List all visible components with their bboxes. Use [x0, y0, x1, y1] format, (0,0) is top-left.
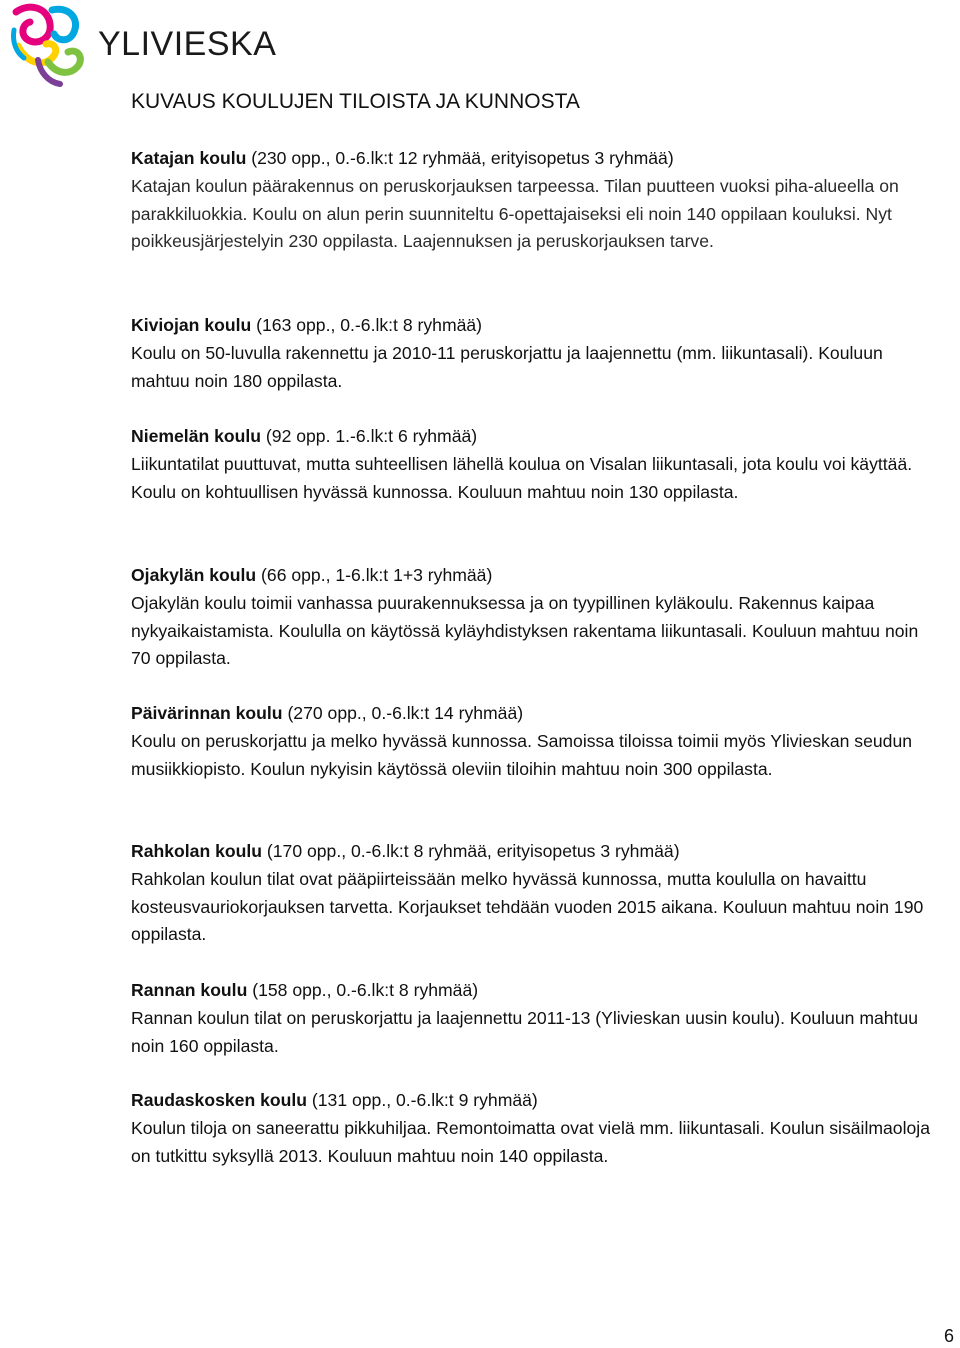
school-name: Rahkolan koulu: [131, 841, 262, 861]
school-info: (66 opp., 1-6.lk:t 1+3 ryhmää): [261, 565, 493, 585]
school-info: (163 opp., 0.-6.lk:t 8 ryhmää): [256, 315, 483, 335]
school-section-paivarinta: [131, 700, 931, 783]
ylivieska-logo: [8, 2, 277, 88]
school-section-katajan: [131, 145, 931, 256]
school-section-niemela: [131, 423, 931, 506]
school-heading: [131, 312, 931, 340]
school-info: (92 opp. 1.-6.lk:t 6 ryhmää): [265, 426, 478, 446]
school-info: (170 opp., 0.-6.lk:t 8 ryhmää, erityisopetus 3 ryhmää): [266, 841, 680, 861]
school-heading: [131, 1087, 931, 1115]
school-description: Koulu on peruskorjattu ja melko hyvässä kunnossa. Samoissa tiloissa toimii myös Ylivieskan seudun musiikkiopisto. Koulun nykyisin käytössä oleviin tiloihin mahtuu noin 300 oppilasta.: [131, 730, 913, 779]
school-section-raudaskoski: [131, 1087, 931, 1170]
page-number: 6: [943, 1326, 954, 1346]
school-info: (230 opp., 0.-6.lk:t 12 ryhmää, erityisopetus 3 ryhmää): [251, 148, 674, 168]
school-description: Ojakylän koulu toimii vanhassa puurakennuksessa ja on tyypillinen kyläkoulu. Rakennus kaipaa nykyaikaistamista. Koululla on käytössä kyläyhdistyksen rakentama liikuntasali. Kouluun mahtuu noin 70 oppilasta.: [131, 592, 919, 669]
school-heading: [131, 838, 931, 866]
school-section-ojakyla: [131, 562, 931, 673]
school-description: Rannan koulun tilat on peruskorjattu ja laajennettu 2011-13 (Ylivieskan uusin koulu). Kouluun mahtuu noin 160 oppilasta.: [131, 1007, 919, 1056]
school-section-rahkola: [131, 838, 931, 949]
school-description: Rahkolan koulun tilat ovat pääpiirteissään melko hyvässä kunnossa, mutta koululla on havaittu kosteusvauriokorjauksen tarvetta. Korjaukset tehdään vuoden 2015 aikana. Kouluun mahtuu noin 190 oppilasta.: [131, 868, 924, 945]
school-name: Ojakylän koulu: [131, 565, 257, 585]
school-name: Rannan koulu: [131, 980, 248, 1000]
school-section-kiviojan: [131, 312, 931, 395]
school-description: Liikuntatilat puuttuvat, mutta suhteellisen lähellä koulua on Visalan liikuntasali, jota koulu voi käyttää. Koulu on kohtuullisen hyvässä kunnossa. Kouluun mahtuu noin 130 oppilasta.: [131, 453, 913, 502]
school-name: Niemelän koulu: [131, 426, 262, 446]
school-heading: [131, 977, 931, 1005]
school-name: Raudaskosken koulu: [131, 1090, 307, 1110]
school-description: Koulun tiloja on saneerattu pikkuhiljaa. Remontoimatta ovat vielä mm. liikuntasali. Koulun sisäilmaoloja on tutkittu syksyllä 2013. Kouluun mahtuu noin 140 oppilasta.: [131, 1117, 930, 1166]
page-title: KUVAUS KOULUJEN TILOISTA JA KUNNOSTA: [131, 90, 580, 113]
school-heading: [131, 562, 931, 590]
school-heading: [131, 700, 931, 728]
school-section-ranta: [131, 977, 931, 1060]
school-description: Koulu on 50-luvulla rakennettu ja 2010-11 peruskorjattu ja laajennettu (mm. liikuntasali). Kouluun mahtuu noin 180 oppilasta.: [131, 342, 883, 391]
school-name: Päivärinnan koulu: [131, 703, 283, 723]
school-name: Katajan koulu: [131, 148, 247, 168]
school-name: Kiviojan koulu: [131, 315, 252, 335]
logo-mark-icon: [8, 2, 88, 88]
school-info: (158 opp., 0.-6.lk:t 8 ryhmää): [252, 980, 479, 1000]
school-description: Katajan koulun päärakennus on peruskorjauksen tarpeessa. Tilan puutteen vuoksi piha-alueella on parakkiluokkia. Koulu on alun perin suunniteltu 6-opettajaiseksi eli noin 140 oppilaan kouluksi. Nyt poikkeusjärjestelyin 230 oppilasta. Laajennuksen ja peruskorjauksen tarve.: [131, 175, 899, 252]
school-heading: [131, 145, 931, 173]
school-info: (131 opp., 0.-6.lk:t 9 ryhmää): [311, 1090, 538, 1110]
school-heading: [131, 423, 931, 451]
school-info: (270 opp., 0.-6.lk:t 14 ryhmää): [287, 703, 524, 723]
logo-text: YLIVIESKA: [98, 25, 277, 63]
